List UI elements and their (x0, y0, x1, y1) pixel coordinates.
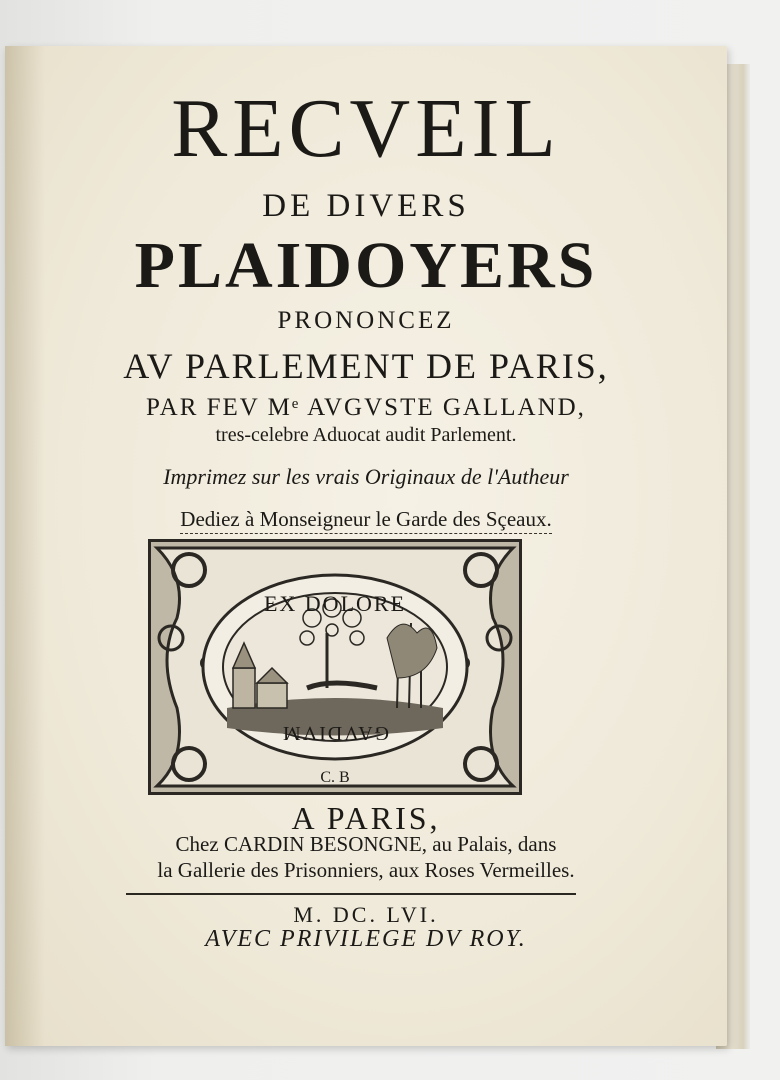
privilege-line: AVEC PRIVILEGE DV ROY. (205, 926, 527, 952)
subtitle-line-1: DE DIVERS (262, 188, 470, 224)
emblem-motto-top: EX DOLORE (263, 591, 407, 616)
imprint-year: M. DC. LVI. (293, 902, 439, 927)
author-description: tres-celebre Aduocat audit Parlement. (215, 424, 517, 446)
emblem-motto-bottom: GAVDIVM (280, 722, 390, 744)
dedication (5, 507, 727, 532)
publisher-line-2: la Gallerie des Prisonniers, aux Roses Vermeilles. (157, 858, 575, 882)
subtitle-line-3: PRONONCEZ (277, 307, 455, 334)
publisher-line-1: Chez CARDIN BESONGNE, au Palais, dans (175, 832, 557, 856)
emblem-initials: C. B (320, 769, 350, 786)
printers-device-emblem (147, 538, 523, 796)
printing-note: Imprimez sur les vrais Originaux de l'Autheur (163, 464, 569, 489)
dedication-text: Dediez à Monseigneur le Garde des Sçeaux. (180, 507, 551, 534)
book-title: RECVEIL (171, 82, 561, 175)
imprint-rule (126, 893, 576, 895)
author-line: PAR FEV Mᵉ AVGVSTE GALLAND, (146, 394, 586, 421)
subtitle-line-2: PLAIDOYERS (134, 229, 598, 302)
imprint-place: A PARIS, (291, 800, 441, 836)
venue-line: AV PARLEMENT DE PARIS, (123, 346, 609, 386)
